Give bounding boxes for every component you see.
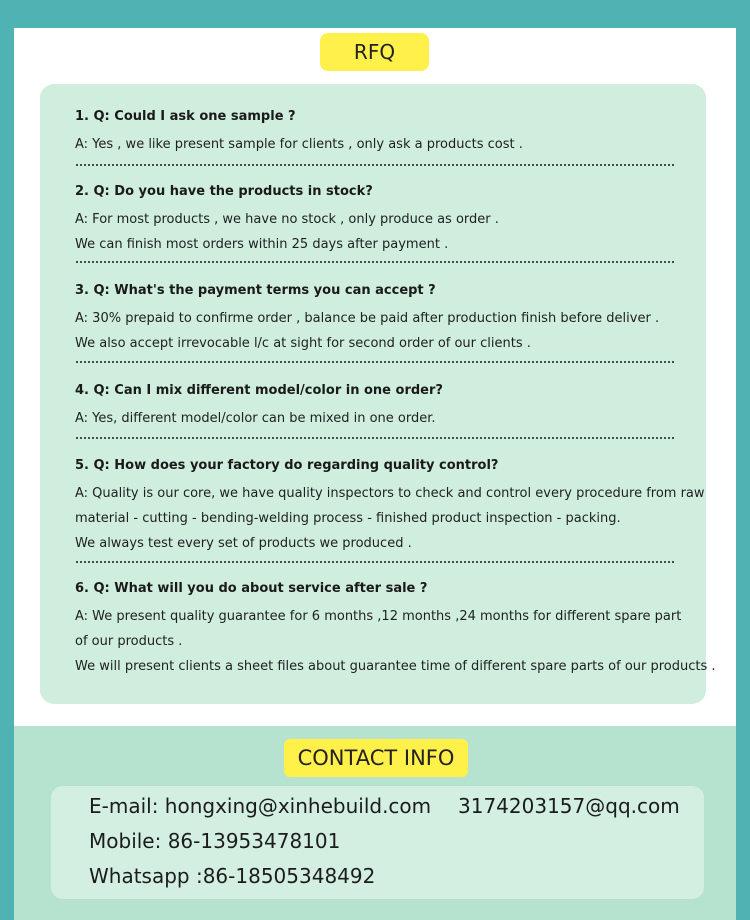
faq-answer-line: A: 30% prepaid to confirme order , balance be paid after production finish before deliver .: [75, 311, 660, 326]
contact-title-badge: [284, 739, 468, 777]
contact-section: [14, 726, 736, 920]
faq-answer-line: We will present clients a sheet files about guarantee time of different spare parts of our products .: [75, 659, 716, 674]
faq-question: 6. Q: What will you do about service after sale ?: [75, 581, 428, 596]
faq-answer-line: A: For most products , we have no stock , only produce as order .: [75, 212, 499, 227]
contact-card: [51, 786, 704, 899]
faq-question: 5. Q: How does your factory do regarding quality control?: [75, 458, 499, 473]
rfq-title: RFQ: [353, 40, 396, 64]
faq-question: 4. Q: Can I mix different model/color in one order?: [75, 383, 443, 398]
faq-question: 3. Q: What's the payment terms you can accept ?: [75, 283, 436, 298]
faq-divider: [76, 164, 674, 166]
contact-email[interactable]: E-mail: hongxing@xinhebuild.com: [89, 794, 432, 818]
faq-divider: [76, 437, 674, 439]
faq-divider: [76, 261, 674, 263]
faq-item-6: [75, 580, 716, 679]
rfq-title-badge: [320, 33, 429, 71]
contact-whatsapp: Whatsapp :86-18505348492: [89, 864, 376, 888]
faq-answer-line: A: Yes , we like present sample for clients , only ask a products cost .: [75, 137, 523, 152]
page: [14, 28, 736, 920]
faq-question: 1. Q: Could I ask one sample ?: [75, 109, 296, 124]
faq-answer-line: A: Quality is our core, we have quality inspectors to check and control every procedure from raw: [75, 486, 705, 501]
contact-mobile: Mobile: 86-13953478101: [89, 829, 341, 853]
faq-item-1: [75, 108, 675, 157]
faq-answer-line: A: Yes, different model/color can be mixed in one order.: [75, 411, 436, 426]
faq-question: 2. Q: Do you have the products in stock?: [75, 184, 373, 199]
faq-item-3: [75, 282, 675, 356]
faq-answer-line: We always test every set of products we produced .: [75, 536, 412, 551]
faq-answer-line: of our products .: [75, 634, 183, 649]
contact-qq-email[interactable]: 3174203157@qq.com: [458, 794, 680, 818]
faq-answer-line: We can finish most orders within 25 days after payment .: [75, 237, 449, 252]
faq-answer-line: A: We present quality guarantee for 6 months ,12 months ,24 months for different spare part: [75, 609, 682, 624]
faq-panel: [40, 84, 716, 704]
faq-answer-line: We also accept irrevocable l/c at sight for second order of our clients .: [75, 336, 531, 351]
faq-divider: [76, 361, 674, 363]
faq-item-5: [75, 457, 705, 556]
faq-answer-line: material - cutting - bending-welding process - finished product inspection - packing.: [75, 511, 621, 526]
faq-divider: [76, 561, 674, 563]
contact-title: CONTACT INFO: [297, 746, 455, 770]
faq-item-4: [75, 382, 675, 431]
faq-item-2: [75, 183, 675, 257]
